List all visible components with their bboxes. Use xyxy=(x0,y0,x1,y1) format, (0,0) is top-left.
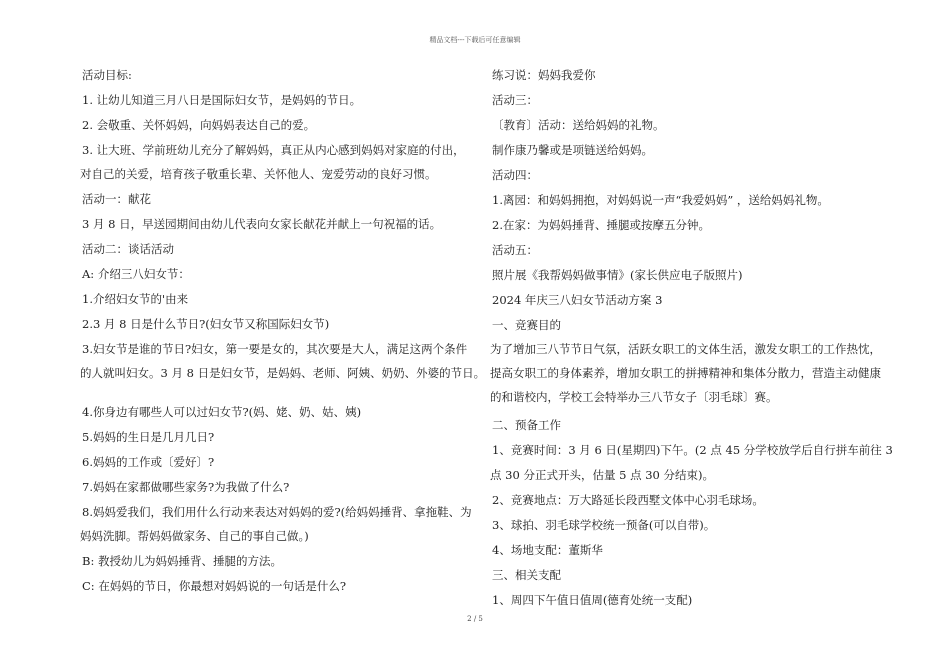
right-line: 练习说：妈妈我爱你 xyxy=(492,68,596,82)
right-line: 2、竞赛地点：万大路延长段西墅文体中心羽毛球场。 xyxy=(492,493,764,507)
right-line: 一、竞赛目的 xyxy=(492,318,561,332)
right-line: 3、球拍、羽毛球学校统一预备(可以自带)。 xyxy=(492,518,716,532)
left-line: 活动目标: xyxy=(82,68,132,82)
left-line: 1. 让幼儿知道三月八日是国际妇女节，是妈妈的节日。 xyxy=(82,93,362,107)
left-line: C: 在妈妈的节日，你最想对妈妈说的一句话是什么? xyxy=(82,579,346,593)
left-line: 对自己的关爱，培育孩子敬重长辈、关怀他人、宠爱劳动的良好习惯。 xyxy=(80,167,437,181)
right-line: 活动四： xyxy=(492,168,538,182)
right-line: 的和谐校内，学校工会特举办三八节女子〔羽毛球〕赛。 xyxy=(490,390,778,404)
left-line: 3 月 8 日，早送园期间由幼儿代表向女家长献花并献上一句祝福的话。 xyxy=(82,217,442,231)
right-line: 1.离园：和妈妈拥抱，对妈妈说一声“我爱妈妈” ，送给妈妈礼物。 xyxy=(492,193,829,207)
left-line: 8.妈妈爱我们，我们用什么行动来表达对妈妈的爱?(给妈妈捶背、拿拖鞋、为 xyxy=(82,505,472,519)
left-line: B: 教授幼儿为妈妈捶背、捶腿的方法。 xyxy=(82,554,282,568)
left-line: 3. 让大班、学前班幼儿充分了解妈妈，真正从内心感到妈妈对家庭的付出， xyxy=(82,143,465,157)
right-line: 1、竞赛时间：3 月 6 日(星期四)下午。(2 点 45 分学校放学后自行拼车前往 3 xyxy=(492,443,893,457)
right-line: 为了增加三八节节日气氛，活跃女职工的文体生活，激发女职工的工作热忱， xyxy=(490,342,881,356)
left-line: 的人就叫妇女。3 月 8 日是妇女节，是妈妈、老师、阿姨、奶奶、外婆的节日。 xyxy=(80,366,486,380)
right-line: 二、预备工作 xyxy=(492,418,561,432)
left-line: 1.介绍妇女节的'由来 xyxy=(82,292,189,306)
left-line: 妈妈洗脚。帮妈妈做家务、自己的事自己做。) xyxy=(80,529,309,543)
right-line: 1、周四下午值日值周(德育处统一支配) xyxy=(492,593,693,607)
right-line: 活动五： xyxy=(492,243,538,257)
left-line: 4.你身边有哪些人可以过妇女节?(妈、姥、奶、姑、姨) xyxy=(82,405,362,419)
left-line: 活动一：献花 xyxy=(82,192,151,206)
left-line: 5.妈妈的生日是几月几日? xyxy=(82,430,215,444)
page-number: 2 / 5 xyxy=(467,615,483,623)
right-line: 制作康乃馨或是项链送给妈妈。 xyxy=(492,143,653,157)
left-line: 2. 会敬重、关怀妈妈，向妈妈表达自己的爱。 xyxy=(82,118,316,132)
left-line: 2.3 月 8 日是什么节日?(妇女节又称国际妇女节) xyxy=(82,317,330,331)
right-line: 4、场地支配：董斯华 xyxy=(492,543,603,557)
left-line: 活动二：谈话活动 xyxy=(82,242,174,256)
right-line: 提高女职工的身体素养，增加女职工的拼搏精神和集体分散力，营造主动健康 xyxy=(490,366,881,380)
right-line: 〔教育〕活动：送给妈妈的礼物。 xyxy=(492,118,665,132)
right-line: 点 30 分正式开头，估量 5 点 30 分结束)。 xyxy=(490,468,715,482)
right-line: 活动三： xyxy=(492,93,538,107)
left-line: A: 介绍三八妇女节： xyxy=(82,267,190,281)
left-line: 3.妇女节是谁的节日?妇女，第一要是女的，其次要是大人，满足这两个条件 xyxy=(82,342,468,356)
right-line: 三、相关支配 xyxy=(492,568,561,582)
right-line: 2024 年庆三八妇女节活动方案 3 xyxy=(492,293,663,307)
right-line: 照片展《我帮妈妈做事情》(家长供应电子版照片) xyxy=(492,268,743,282)
left-line: 6.妈妈的工作或〔爱好〕? xyxy=(82,455,215,469)
page-header: 精品文档---下载后可任意编辑 xyxy=(429,36,521,44)
right-line: 2.在家：为妈妈捶背、捶腿或按摩五分钟。 xyxy=(492,218,710,232)
left-line: 7.妈妈在家都做哪些家务?为我做了什么? xyxy=(82,480,290,494)
